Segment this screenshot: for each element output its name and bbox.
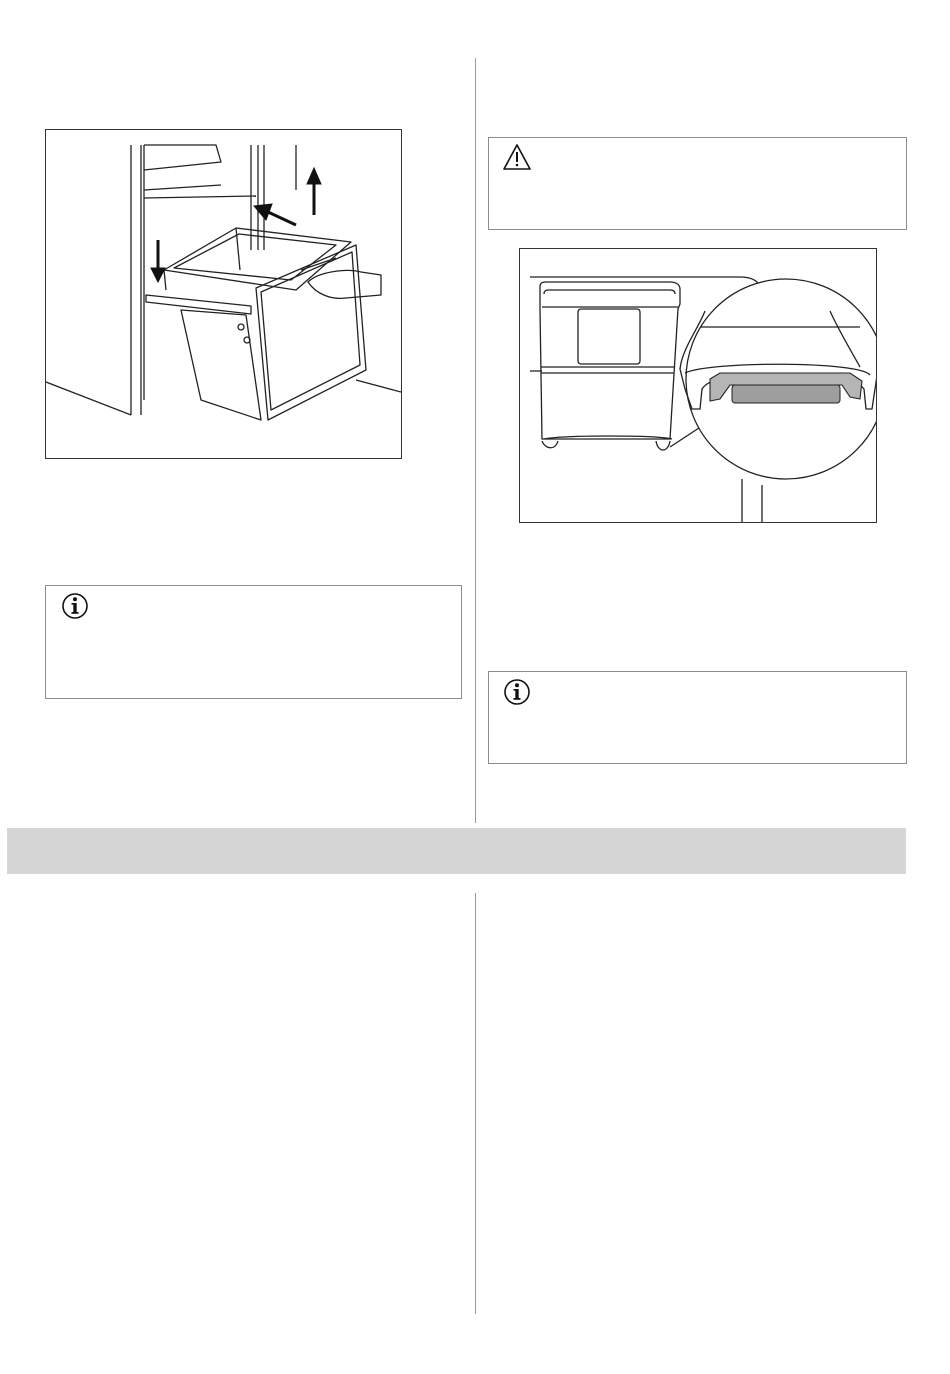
section-header-band [7,828,906,874]
info-icon [60,591,90,626]
info-notice-left [45,585,462,699]
warning-icon [502,143,532,176]
drawer-detail-figure [519,248,877,523]
warning-notice-right [488,137,907,230]
column-divider-bottom [475,893,476,1314]
column-divider-top [475,58,476,823]
info-notice-right [488,671,907,764]
info-icon [502,677,532,712]
drawer-removal-figure [45,129,402,459]
